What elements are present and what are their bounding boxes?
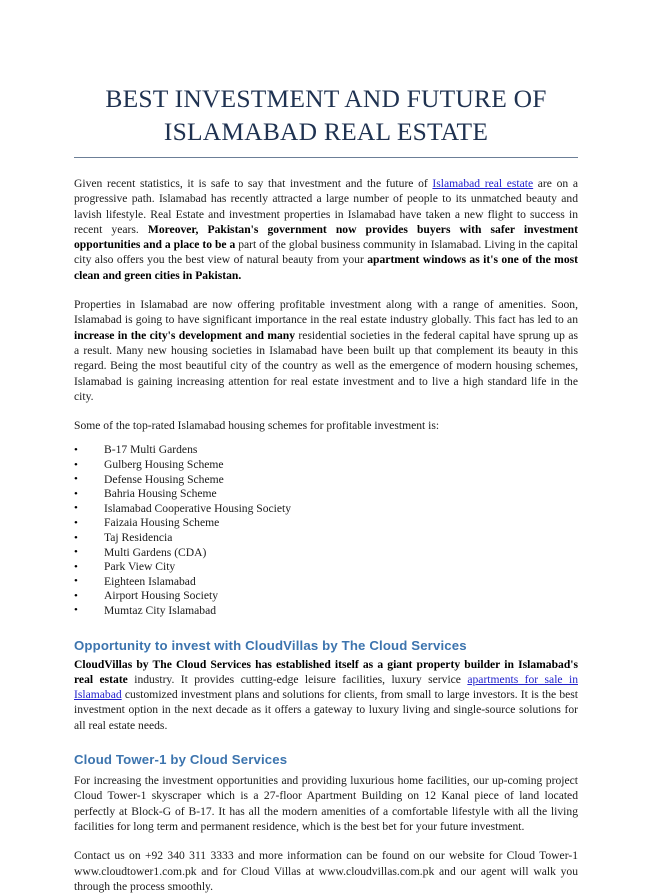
list-item: • Eighteen Islamabad bbox=[74, 575, 578, 590]
properties-bold-1: increase in the city's development and many bbox=[74, 328, 296, 342]
intro-bold-2: apartment windows as it's one of the most clean and green cities in Pakistan. bbox=[74, 253, 578, 282]
properties-text-part-2: residential societies in the federal capital have sprung up as a result. Many new housing societies in Islamabad have been built up that complement its beauty in this regard. Being the most beautiful city of the country as well as the emergence of modern housing schemes, Islamabad is gaining increasing attention for real estate investment and to live a high standard life in the city. bbox=[74, 328, 578, 403]
spacer bbox=[74, 834, 578, 848]
intro-paragraph bbox=[74, 176, 578, 283]
list-item: • Defense Housing Scheme bbox=[74, 473, 578, 488]
list-item: • Taj Residencia bbox=[74, 531, 578, 546]
cloudvillas-paragraph bbox=[74, 657, 578, 733]
spacer bbox=[74, 733, 578, 751]
housing-schemes-list bbox=[74, 443, 578, 618]
intro-text-part-3: part of the global business community in Islamabad. Living in the capital city also offers you the best view of natural beauty from your bbox=[74, 238, 579, 267]
list-item: • B-17 Multi Gardens bbox=[74, 443, 578, 458]
list-item: • Faizaia Housing Scheme bbox=[74, 516, 578, 531]
spacer bbox=[74, 619, 578, 637]
list-item: • Multi Gardens (CDA) bbox=[74, 546, 578, 561]
spacer bbox=[74, 404, 578, 418]
list-item: • Gulberg Housing Scheme bbox=[74, 458, 578, 473]
spacer bbox=[74, 158, 578, 176]
list-item: • Park View City bbox=[74, 560, 578, 575]
intro-text-part-1: Given recent statistics, it is safe to say that investment and the future of bbox=[74, 177, 433, 190]
list-item: • Bahria Housing Scheme bbox=[74, 487, 578, 502]
cloudvillas-text-part-2: customized investment plans and solutions for clients, from small to large investors. It is the best investment option in the next decade as it offers a gateway to luxury living and single-source solutions for all real estate needs. bbox=[74, 688, 578, 732]
page-title: BEST INVESTMENT AND FUTURE OF ISLAMABAD REAL ESTATE bbox=[105, 84, 547, 146]
list-item: • Airport Housing Society bbox=[74, 589, 578, 604]
list-item: • Islamabad Cooperative Housing Society bbox=[74, 502, 578, 517]
contact-paragraph: Contact us on +92 340 311 3333 and more information can be found on our website for Cloud Tower-1 www.cloudtower1.com.pk and for Cloud Villas at www.cloudvillas.com.pk and our agent will walk you through the process smoothly. bbox=[74, 849, 578, 893]
apartments-for-sale-link[interactable]: apartments for sale in Islamabad bbox=[74, 672, 578, 702]
cloudvillas-bold-1: CloudVillas by The Cloud Services has established itself as a giant property builder in Islamabad's real estate bbox=[74, 657, 578, 686]
properties-text-part-1: Properties in Islamabad are now offering profitable investment along with a range of amenities. Soon, Islamabad is going to have significant importance in the real estate industry globally. This fact has led to an bbox=[74, 298, 578, 327]
document-content bbox=[74, 0, 578, 894]
list-item: • Mumtaz City Islamabad bbox=[74, 604, 578, 619]
intro-text-part-2: are on a progressive path. Islamabad has recently attracted a large number of people to its unmatched beauty and lavish lifestyle. Real Estate and investment properties in Islamabad have taken a new flight to success in recent years. bbox=[74, 177, 578, 236]
intro-bold-1: Moreover, Pakistan's government now provides buyers with safer investment opportunities and a place to be a bbox=[74, 222, 578, 252]
section-heading-cloudvillas: Opportunity to invest with CloudVillas by The Cloud Services bbox=[74, 637, 467, 653]
spacer bbox=[74, 283, 578, 297]
cloudvillas-text-part-1: industry. It provides cutting-edge leisure facilities, luxury service bbox=[127, 672, 468, 686]
list-intro-text: Some of the top-rated Islamabad housing schemes for profitable investment is: bbox=[74, 419, 440, 433]
cloud-tower-paragraph: For increasing the investment opportunities and providing luxurious home facilities, our up-coming project Cloud Tower-1 skyscraper which is a 27-floor Apartment Building on 12 Kanal piece of land located perfectly at Block-G of B-17. It has all the modern amenities of a comfortable lifestyle with all the living facilities for long term and permanent residence, which is the best bet for your future investment. bbox=[74, 774, 578, 833]
properties-paragraph bbox=[74, 297, 578, 404]
islamabad-real-estate-link[interactable]: Islamabad real estate bbox=[432, 177, 534, 190]
spacer bbox=[74, 433, 578, 443]
section-heading-cloud-tower: Cloud Tower-1 by Cloud Services bbox=[74, 752, 288, 768]
